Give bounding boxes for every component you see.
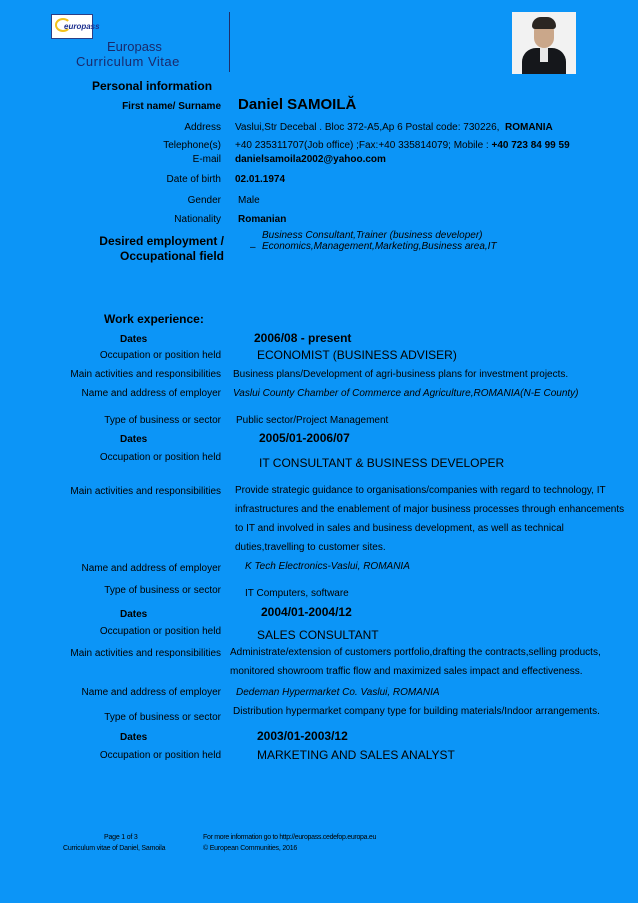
job-business: IT Computers, software bbox=[245, 588, 349, 599]
job-dates: 2006/08 - present bbox=[254, 331, 352, 345]
job-employer: Dedeman Hypermarket Co. Vaslui, ROMANIA bbox=[236, 687, 440, 698]
dates-label: Dates bbox=[120, 732, 148, 743]
section-personal-information: Personal information bbox=[92, 79, 213, 93]
job-occupation: MARKETING AND SALES ANALYST bbox=[257, 748, 455, 762]
dob-label: Date of birth bbox=[166, 174, 221, 185]
profile-photo bbox=[512, 12, 576, 74]
job-activities: Provide strategic guidance to organisations/companies with regard to technology, IT infrastructures and the enablement of major business processes through enhancements to IT and involved in sales and business development, as well as technical duties,travelling to customer sites. bbox=[235, 485, 625, 553]
logo-text: europass bbox=[64, 22, 100, 31]
address-label: Address bbox=[184, 122, 221, 133]
desired-line-1: Business Consultant,Trainer (business developer) bbox=[262, 230, 483, 241]
desired-bullet: – bbox=[250, 242, 256, 253]
activities-label: Main activities and responsibilities bbox=[70, 648, 221, 659]
job-business: Distribution hypermarket company type for building materials/Indoor arrangements. bbox=[233, 706, 600, 717]
occupation-label: Occupation or position held bbox=[99, 750, 221, 761]
activities-label: Main activities and responsibilities bbox=[70, 369, 221, 380]
email-label: E-mail bbox=[192, 154, 221, 165]
nationality-value: Romanian bbox=[238, 214, 287, 225]
telephone-value: +40 235311707(Job office) ;Fax:+40 335814079; Mobile : +40 723 84 99 59 bbox=[235, 140, 570, 151]
activities-label: Main activities and responsibilities bbox=[70, 486, 221, 497]
occupation-label: Occupation or position held bbox=[99, 626, 221, 637]
address-country: ROMANIA bbox=[504, 122, 553, 133]
dates-label: Dates bbox=[120, 334, 148, 345]
employer-label: Name and address of employer bbox=[81, 563, 221, 574]
job-employer: K Tech Electronics-Vaslui, ROMANIA bbox=[245, 561, 410, 572]
email-value[interactable]: danielsamoila2002@yahoo.com bbox=[235, 154, 386, 165]
occupation-label: Occupation or position held bbox=[99, 350, 221, 361]
gender-label: Gender bbox=[187, 195, 221, 206]
telephone-label: Telephone(s) bbox=[163, 140, 221, 151]
desired-employment-label: Desired employment / bbox=[99, 234, 224, 248]
full-name: Daniel SAMOILĂ bbox=[238, 96, 357, 113]
job-occupation: ECONOMIST (BUSINESS ADVISER) bbox=[257, 348, 457, 362]
job-activities: Business plans/Development of agri-business plans for investment projects. bbox=[233, 369, 569, 380]
europass-logo bbox=[51, 14, 100, 39]
job-occupation: IT CONSULTANT & BUSINESS DEVELOPER bbox=[259, 456, 505, 470]
footer-more-info-link[interactable]: For more information go to http://europass.cedefop.europa.eu bbox=[203, 834, 377, 841]
europass-title: Europass bbox=[107, 39, 162, 54]
occupational-field-label: Occupational field bbox=[119, 249, 224, 263]
employer-label: Name and address of employer bbox=[81, 388, 221, 399]
job-dates: 2003/01-2003/12 bbox=[257, 729, 348, 743]
dates-label: Dates bbox=[120, 609, 148, 620]
section-work-experience: Work experience: bbox=[104, 312, 204, 326]
footer-cv-owner: Curriculum vitae of Daniel, Samoila bbox=[63, 845, 166, 852]
desired-line-2: Economics,Management,Marketing,Business area,IT bbox=[262, 241, 497, 252]
header-divider bbox=[229, 12, 230, 72]
job-dates: 2005/01-2006/07 bbox=[259, 431, 350, 445]
business-label: Type of business or sector bbox=[104, 712, 221, 723]
gender-value: Male bbox=[238, 195, 260, 206]
cv-title: Curriculum Vitae bbox=[76, 54, 180, 69]
business-label: Type of business or sector bbox=[104, 415, 221, 426]
name-label: First name/ Surname bbox=[122, 101, 221, 112]
job-dates: 2004/01-2004/12 bbox=[261, 605, 352, 619]
nationality-label: Nationality bbox=[174, 214, 221, 225]
job-occupation: SALES CONSULTANT bbox=[257, 628, 379, 642]
address-value: Vaslui,Str Decebal . Bloc 372-A5,Ap 6 Postal code: 730226, ROMANIA bbox=[235, 122, 553, 133]
occupation-label: Occupation or position held bbox=[99, 452, 221, 463]
footer-copyright: © European Communities, 2016 bbox=[203, 845, 298, 852]
dates-label: Dates bbox=[120, 434, 148, 445]
job-business: Public sector/Project Management bbox=[236, 415, 389, 426]
footer-page-number: Page 1 of 3 bbox=[104, 834, 138, 841]
job-activities: Administrate/extension of customers portfolio,drafting the contracts,selling products, monitored showroom traffic flow and maximized sales impact and effectiveness. bbox=[230, 647, 601, 677]
job-employer: Vaslui County Chamber of Commerce and Agriculture,ROMANIA(N-E County) bbox=[233, 388, 579, 399]
dob-value: 02.01.1974 bbox=[235, 174, 286, 185]
business-label: Type of business or sector bbox=[104, 585, 221, 596]
mobile-number: +40 723 84 99 59 bbox=[491, 140, 570, 151]
employer-label: Name and address of employer bbox=[81, 687, 221, 698]
